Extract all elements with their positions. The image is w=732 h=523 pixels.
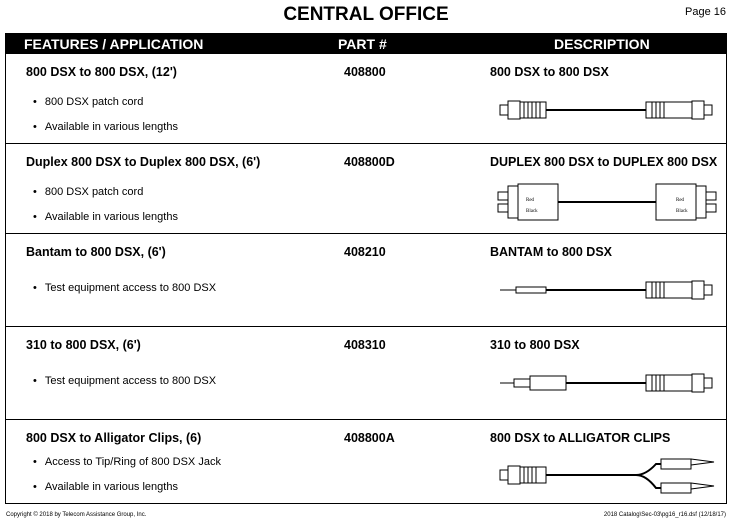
header-part: PART # xyxy=(338,36,387,52)
310-dsx-cord-image xyxy=(496,365,718,405)
dsx-alligator-cord-image xyxy=(496,456,718,500)
table-header xyxy=(6,34,726,54)
row-bullet: • 800 DSX patch cord xyxy=(33,96,143,108)
row-description: 800 DSX to 800 DSX xyxy=(490,65,609,79)
header-features: FEATURES / APPLICATION xyxy=(24,36,204,52)
row-part-number: 408800D xyxy=(344,155,395,169)
plug-label-black: Black xyxy=(676,209,688,214)
page-number: Page 16 xyxy=(685,6,726,18)
footer-file-ref: 2018 Catalog\Sec-03\pg16_r16.dsf (12/18/17) xyxy=(603,512,726,518)
row-bullet: • 800 DSX patch cord xyxy=(33,186,143,198)
row-bullet: • Available in various lengths xyxy=(33,121,178,133)
row-bullet: • Test equipment access to 800 DSX xyxy=(33,375,216,387)
plug-label-black: Black xyxy=(526,209,538,214)
row-part-number: 408310 xyxy=(344,338,386,352)
plug-label-red: Red xyxy=(526,198,535,203)
table-row xyxy=(6,143,726,234)
table-row xyxy=(6,233,726,327)
row-description: DUPLEX 800 DSX to DUPLEX 800 DSX xyxy=(490,155,718,169)
row-bullet: • Available in various lengths xyxy=(33,211,178,223)
row-part-number: 408800A xyxy=(344,431,395,445)
plug-label-red: Red xyxy=(676,198,685,203)
row-description: BANTAM to 800 DSX xyxy=(490,245,613,259)
page-title: CENTRAL OFFICE xyxy=(283,4,449,25)
header-description: DESCRIPTION xyxy=(554,36,650,52)
table-row xyxy=(6,54,726,143)
duplex-dsx-patch-cord-image xyxy=(496,180,718,224)
row-description: 800 DSX to ALLIGATOR CLIPS xyxy=(490,431,671,445)
bantam-dsx-cord-image xyxy=(496,272,718,312)
footer-copyright: Copyright © 2018 by Telecom Assistance Group, Inc. xyxy=(6,512,147,518)
row-bullet: • Available in various lengths xyxy=(33,481,178,493)
row-title: Duplex 800 DSX to Duplex 800 DSX, (6') xyxy=(26,155,261,169)
table-row xyxy=(6,419,726,504)
row-part-number: 408800 xyxy=(344,65,386,79)
table-row xyxy=(6,326,726,420)
dsx-patch-cord-image xyxy=(496,92,718,132)
row-part-number: 408210 xyxy=(344,245,386,259)
row-title: 800 DSX to 800 DSX, (12') xyxy=(26,65,177,79)
row-bullet: • Access to Tip/Ring of 800 DSX Jack xyxy=(33,456,221,468)
product-table xyxy=(5,33,727,504)
row-title: 310 to 800 DSX, (6') xyxy=(26,338,141,352)
row-title: 800 DSX to Alligator Clips, (6) xyxy=(26,431,202,445)
row-description: 310 to 800 DSX xyxy=(490,338,580,352)
row-title: Bantam to 800 DSX, (6') xyxy=(26,245,166,259)
row-bullet: • Test equipment access to 800 DSX xyxy=(33,282,216,294)
